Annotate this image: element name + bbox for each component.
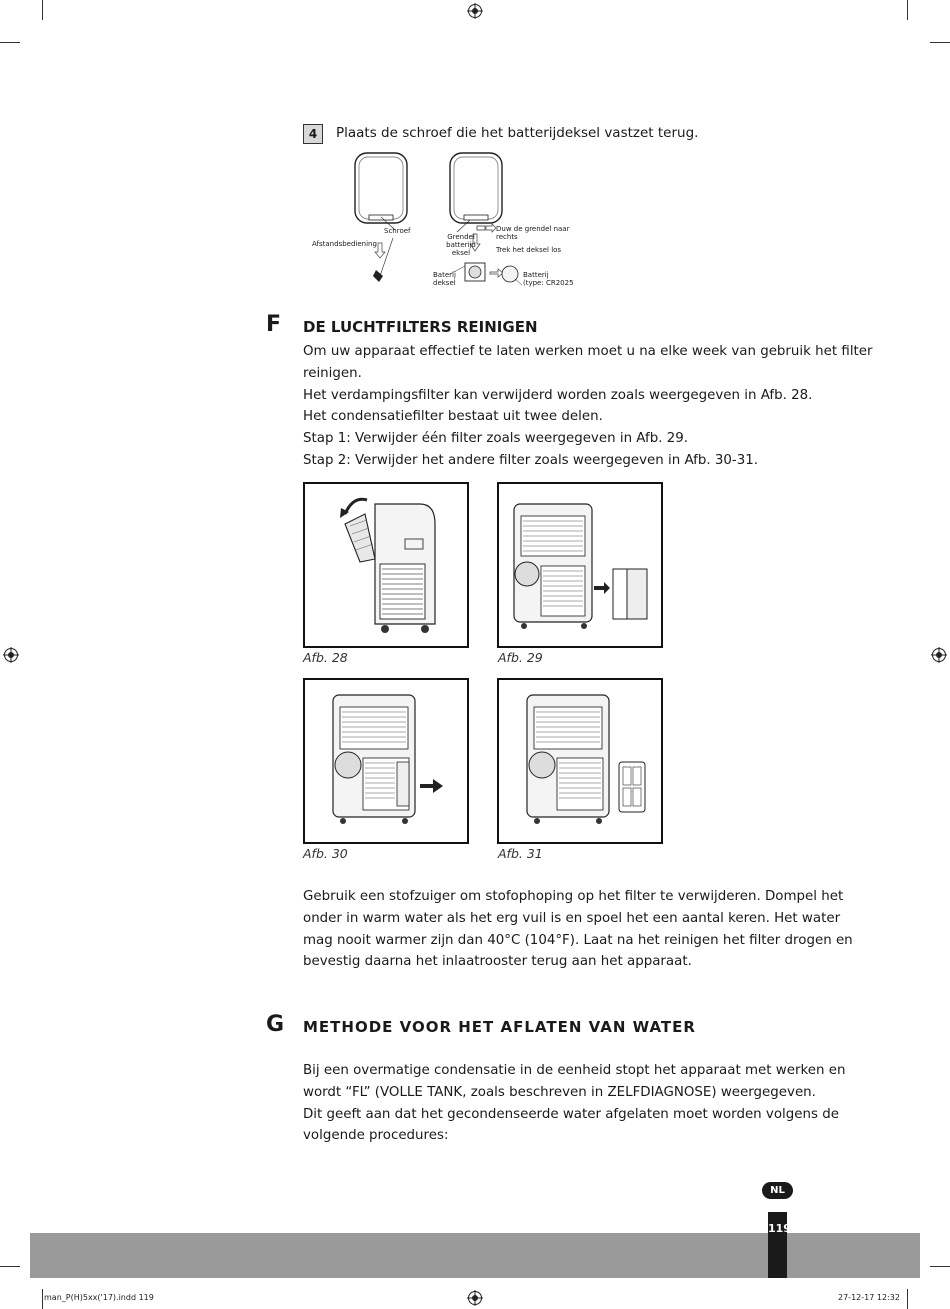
caption-figure-28: Afb. 28 [303, 650, 348, 665]
section-f-letter: F [266, 312, 282, 337]
crop-mark [0, 1266, 20, 1267]
cleaning-text: Gebruik een stofzuiger om stofophoping op het filter te verwijderen. Dompel het onder in warm water als het erg vuil is en spoel het een aantal keren. Het water mag nooit warmer zijn dan 40°C (104°F). Laat na het reinigen het filter drogen en bevestig daarna het inlaatrooster terug aan het apparaat. [303, 889, 853, 970]
language-badge: NL [762, 1182, 793, 1199]
label-latch: Grendel batterijd eksel [446, 233, 476, 257]
slug-filename: man_P(H)5xx('17).indd 119 [44, 1293, 154, 1302]
section-f-title: DE LUCHTFILTERS REINIGEN [303, 318, 538, 336]
registration-mark-icon [3, 647, 19, 663]
air-conditioner-back-icon [305, 680, 467, 842]
crop-mark [930, 42, 950, 43]
air-conditioner-back-icon [499, 484, 661, 646]
label-battery-cover: Baterij deksel [433, 271, 456, 287]
registration-mark-icon [467, 3, 483, 19]
label-push-latch: Duw de grendel naar rechts [496, 225, 570, 241]
label-screw: Schroef [384, 227, 411, 235]
slug-timestamp: 27-12-17 12:32 [838, 1293, 900, 1302]
registration-mark-icon [931, 647, 947, 663]
registration-mark-icon [467, 1290, 483, 1306]
caption-figure-30: Afb. 30 [303, 846, 348, 861]
crop-mark [930, 1266, 950, 1267]
section-f-body: Om uw apparaat effectief te laten werken moet u na elke week van gebruik het filter reinigen. Het verdampingsfilter kan verwijderd worden zoals weergegeven in Afb. 28. Het condensatiefilter bestaat uit twee delen. Stap 1: Verwijder één filter zoals weergegeven in Afb. 29. Stap 2: Verwijder het andere filter zoals weergegeven in Afb. 30-31. [303, 344, 873, 468]
crop-mark [907, 0, 908, 20]
step-number: 4 [303, 124, 323, 144]
crop-mark [42, 1289, 43, 1309]
caption-figure-29: Afb. 29 [498, 650, 543, 665]
section-g-title: METHODE VOOR HET AFLATEN VAN WATER [303, 1018, 696, 1036]
figure-28 [303, 482, 469, 648]
section-g-letter: G [266, 1012, 285, 1037]
caption-figure-31: Afb. 31 [498, 846, 543, 861]
step-text: Plaats de schroef die het batterijdeksel vastzet terug. [336, 125, 699, 141]
label-battery-type: Batterij (type: CR2025 [523, 271, 574, 287]
section-g-body: Bij een overmatige condensatie in de eenheid stopt het apparaat met werken en wordt “FL” (VOLLE TANK, zoals beschreven in ZELFDIAGNOSE) weergegeven. Dit geeft aan dat het gecondenseerde water afgelaten moet worden volgens de volgende procedures: [303, 1063, 846, 1144]
figure-31 [497, 678, 663, 844]
figure-30 [303, 678, 469, 844]
crop-mark [0, 42, 20, 43]
figure-29 [497, 482, 663, 648]
crop-mark [907, 1289, 908, 1309]
page-number: 119 [768, 1222, 791, 1235]
label-pull-cover: Trek het deksel los [496, 246, 562, 254]
label-remote: Afstandsbediening [312, 240, 377, 248]
air-conditioner-back-icon [499, 680, 661, 842]
air-conditioner-side-icon [305, 484, 467, 646]
crop-mark [42, 0, 43, 20]
